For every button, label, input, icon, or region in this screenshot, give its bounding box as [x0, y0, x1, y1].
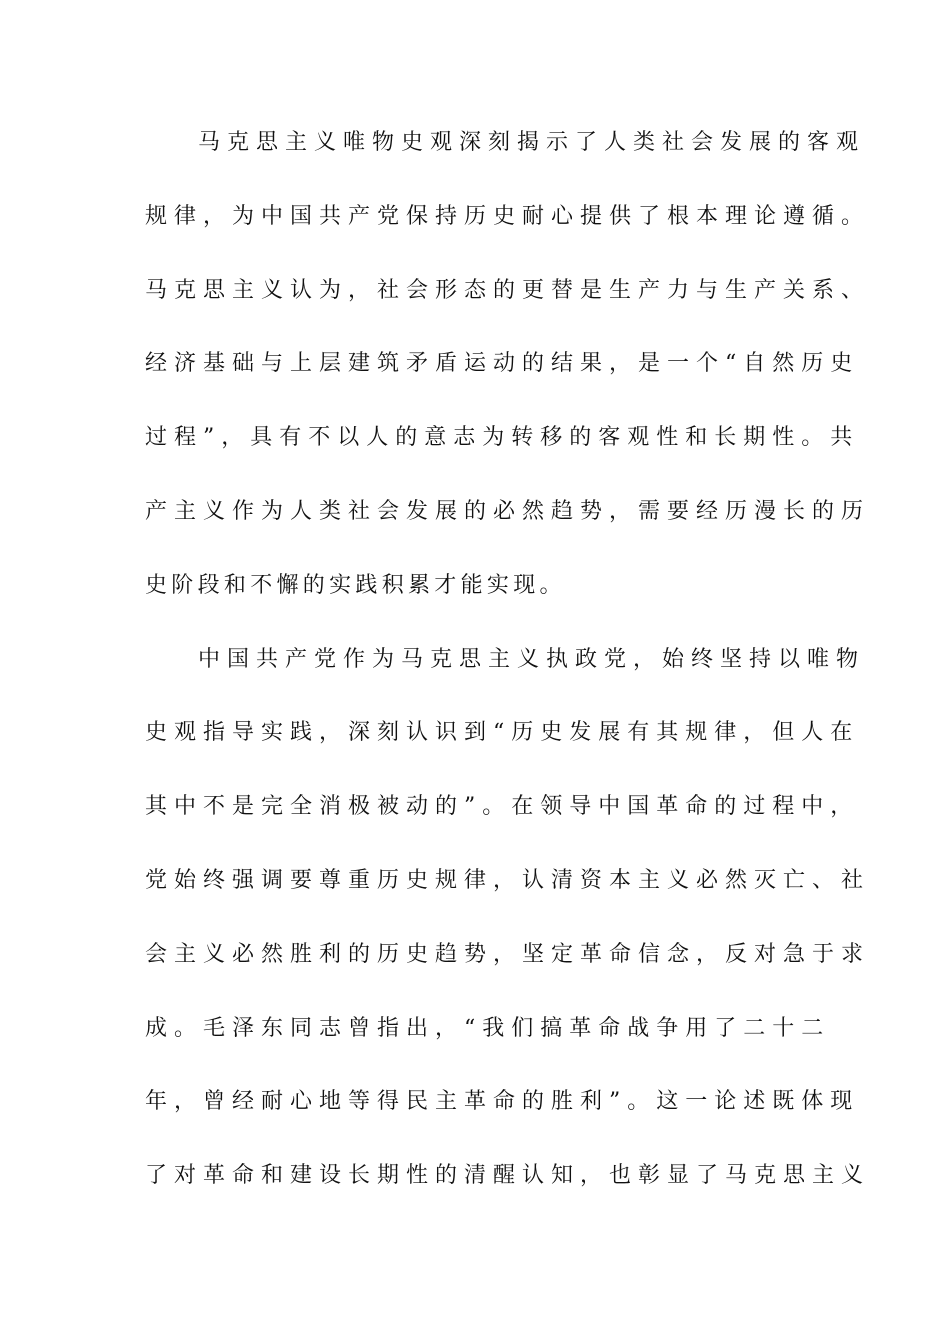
text-line: 史 观 指 导 实 践 ， 深 刻 认 识 到 “ 历 史 发 展 有 其 规 律 ， 但 人 在 [145, 720, 853, 746]
text-line: 规 律 ， 为 中 国 共 产 党 保 持 历 史 耐 心 提 供 了 根 本 理 论 遵 循 。 [145, 203, 864, 229]
paragraph-2 [145, 623, 864, 1213]
text-line: 年 ， 曾 经 耐 心 地 等 得 民 主 革 命 的 胜 利 ” 。 这 一 论 述 既 体 现 [145, 1089, 853, 1115]
text-line: 马 克 思 主 义 唯 物 史 观 深 刻 揭 示 了 人 类 社 会 发 展 的 客 观 [198, 130, 859, 155]
text-line: 中 国 共 产 党 作 为 马 克 思 主 义 执 政 党 ， 始 终 坚 持 以 唯 物 [198, 646, 859, 672]
text-line: 产 主 义 作 为 人 类 社 会 发 展 的 必 然 趋 势 ， 需 要 经 历 漫 长 的 历 [145, 498, 864, 524]
text-line: 成 。 毛 泽 东 同 志 曾 指 出 ， “ 我 们 搞 革 命 战 争 用 了 二 十 二 [145, 1015, 824, 1041]
text-line: 史阶段和不懈的实践积累才能实现。 [145, 572, 566, 598]
text-line: 过 程 ” ， 具 有 不 以 人 的 意 志 为 转 移 的 客 观 性 和 长 期 性 。 共 [145, 425, 853, 451]
text-line: 经 济 基 础 与 上 层 建 筑 矛 盾 运 动 的 结 果 ， 是 一 个 “ 自 然 历 史 [145, 351, 853, 377]
text-line: 马 克 思 主 义 认 为 ， 社 会 形 态 的 更 替 是 生 产 力 与 生 产 关 系 、 [145, 277, 864, 303]
document-page [145, 106, 864, 1213]
text-line: 了 对 革 命 和 建 设 长 期 性 的 清 醒 认 知 ， 也 彰 显 了 马 克 思 主 义 [145, 1163, 864, 1189]
text-line: 会 主 义 必 然 胜 利 的 历 史 趋 势 ， 坚 定 革 命 信 念 ， 反 对 急 于 求 [145, 941, 864, 967]
text-line: 其 中 不 是 完 全 消 极 被 动 的 ” 。 在 领 导 中 国 革 命 的 过 程 中 ， [145, 794, 853, 820]
text-line: 党 始 终 强 调 要 尊 重 历 史 规 律 ， 认 清 资 本 主 义 必 然 灭 亡 、 社 [145, 867, 864, 893]
paragraph-1 [145, 106, 864, 623]
